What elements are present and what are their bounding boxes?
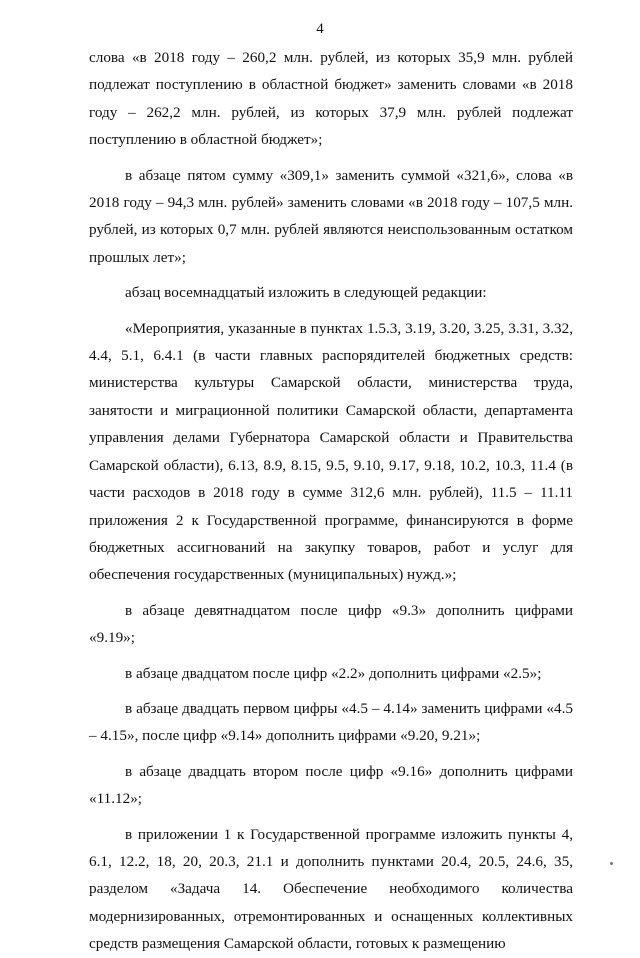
paragraph: в приложении 1 к Государственной программе изложить пункты 4, 6.1, 12.2, 18, 20, 20.3, 21.1 и дополнить пунктами 20.4, 20.5, 24.6, 35, разделом «Задача 14. Обеспечение необходимого количества модернизированных, отремонтированных и оснащенных коллективных средств размещения Самарской области, готовых к размещению [89, 825, 573, 953]
paragraph: в абзаце двадцать первом цифры «4.5 – 4.14» заменить цифрами «4.5 – 4.15», после цифр «9.14» дополнить цифрами «9.20, 9.21»; [89, 699, 573, 745]
paragraph: «Мероприятия, указанные в пунктах 1.5.3, 3.19, 3.20, 3.25, 3.31, 3.32, 4.4, 5.1, 6.4.1 (в части главных распорядителей бюджетных средств: министерства культуры Самарской области, министерства труда, занятости и миграционной политики Самарской области, департамента управления делами Губернатора Самарской области и Правительства Самарской области), 6.13, 8.9, 8.15, 9.5, 9.10, 9.17, 9.18, 10.2, 10.3, 11.4 (в части расходов в 2018 году в сумме 312,6 млн. рублей), 11.5 – 11.11 приложения 2 к Государственной программе, финансируются в форме бюджетных ассигнований на закупку товаров, работ и услуг для обеспечения государственных (муниципальных) нужд.»; [89, 319, 573, 584]
paragraph: в абзаце двадцать втором после цифр «9.16» дополнить цифрами «11.12»; [89, 762, 573, 808]
paragraph: в абзаце девятнадцатом после цифр «9.3» дополнить цифрами «9.19»; [89, 601, 573, 647]
paragraph: слова «в 2018 году – 260,2 млн. рублей, из которых 35,9 млн. рублей подлежат поступлению в областной бюджет» заменить словами «в 2018 году – 262,2 млн. рублей, из которых 37,9 млн. рублей подлежат поступлению в областной бюджет»; [89, 49, 573, 149]
scan-speck [610, 862, 613, 865]
document-body [89, 44, 573, 958]
paragraph: абзац восемнадцатый изложить в следующей редакции: [125, 284, 487, 302]
page-number: 4 [316, 21, 324, 37]
paragraph: в абзаце пятом сумму «309,1» заменить суммой «321,6», слова «в 2018 году – 94,3 млн. рублей» заменить словами «в 2018 году – 107,5 млн. рублей, из которых 0,7 млн. рублей являются неиспользованным остатком прошлых лет»; [89, 166, 573, 266]
paragraph: в абзаце двадцатом после цифр «2.2» дополнить цифрами «2.5»; [125, 664, 542, 682]
